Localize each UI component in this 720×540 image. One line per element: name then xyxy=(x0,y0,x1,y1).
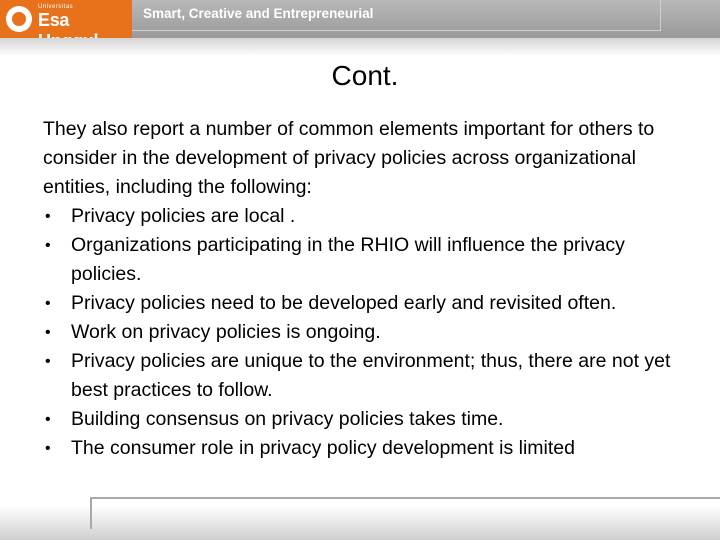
tagline: Smart, Creative and Entrepreneurial xyxy=(143,6,374,21)
bullet-text: Privacy policies are local . xyxy=(71,205,296,227)
bottom-frame-line xyxy=(90,497,720,529)
list-item xyxy=(43,231,693,289)
bullet-icon: • xyxy=(45,353,51,370)
bullet-list xyxy=(43,202,693,463)
bullet-text: The consumer role in privacy policy development is limited xyxy=(71,437,575,459)
top-gradient-band xyxy=(0,38,720,56)
bullet-icon: • xyxy=(45,324,51,341)
intro-paragraph: They also report a number of common elements important for others to consider in the development of privacy policies across organizational entities, including the following: xyxy=(43,118,655,198)
bullet-icon: • xyxy=(45,237,51,254)
logo-emblem-icon xyxy=(6,6,32,32)
bullet-text: Privacy policies need to be developed early and revisited often. xyxy=(71,292,617,314)
list-item xyxy=(43,202,693,231)
list-item xyxy=(43,405,693,434)
bullet-icon: • xyxy=(45,208,51,225)
slide-title: Cont. xyxy=(331,60,399,91)
bullet-text: Organizations participating in the RHIO will influence the privacy policies. xyxy=(71,234,625,285)
university-logo xyxy=(0,0,132,38)
list-item xyxy=(43,347,693,405)
list-item xyxy=(43,434,693,463)
bullet-icon: • xyxy=(45,411,51,428)
bullet-icon: • xyxy=(45,295,51,312)
bullet-icon: • xyxy=(45,440,51,457)
logo-subtitle: Universitas xyxy=(38,4,74,10)
bullet-text: Work on privacy policies is ongoing. xyxy=(71,321,381,343)
header-bar xyxy=(0,0,720,38)
slide-body xyxy=(43,115,693,463)
bullet-text: Privacy policies are unique to the environment; thus, there are not yet best practices to follow. xyxy=(71,350,671,401)
logo-name: Esa xyxy=(38,10,70,30)
list-item xyxy=(43,289,693,318)
bullet-text: Building consensus on privacy policies takes time. xyxy=(71,408,504,430)
list-item xyxy=(43,318,693,347)
